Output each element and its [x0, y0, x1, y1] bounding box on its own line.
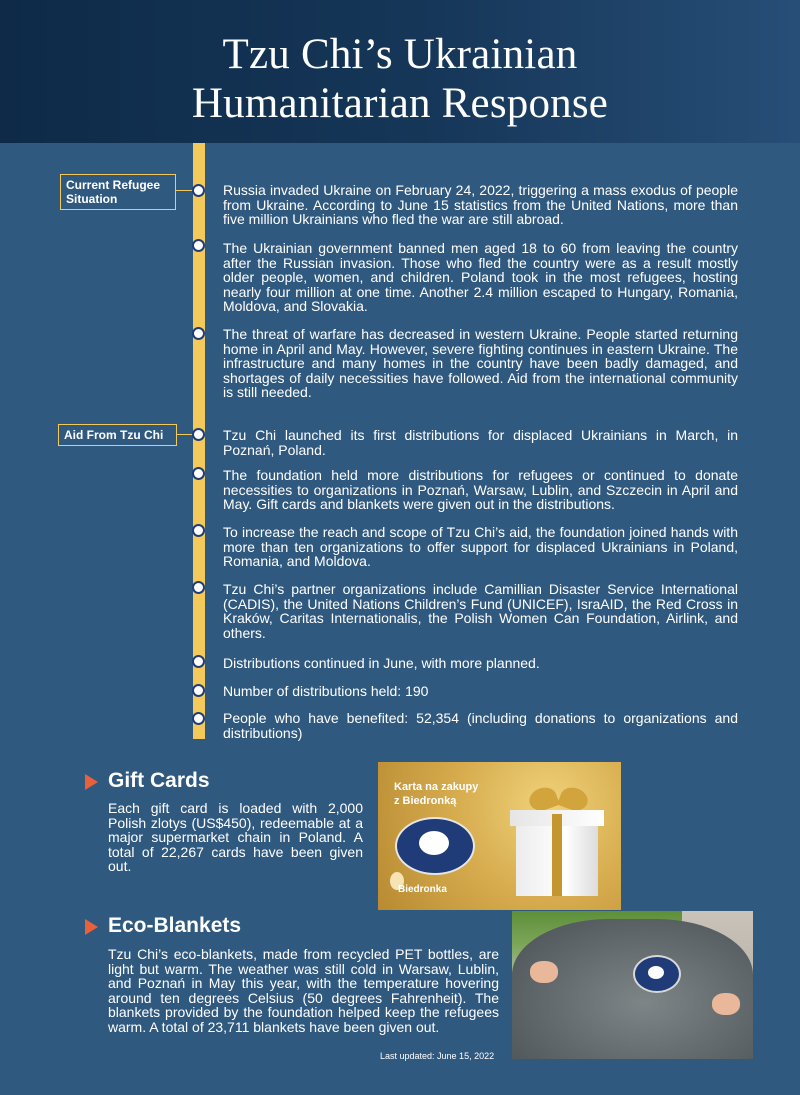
section-label-text: Aid From Tzu Chi	[64, 428, 164, 442]
gift-card-caption	[394, 780, 514, 808]
hand	[712, 993, 740, 1015]
timeline-bar	[193, 143, 205, 739]
timeline-item: Russia invaded Ukraine on February 24, 2022, triggering a mass exodus of people from Ukraine. According to June 15 statistics from the United Nations, more than five million Ukrainians who fled the war are still abroad.	[223, 182, 738, 228]
timeline-dot	[192, 655, 205, 668]
timeline-dot	[192, 524, 205, 537]
biedronka-logo: Biedronka	[398, 884, 447, 895]
timeline-dot	[192, 684, 205, 697]
timeline-item: Tzu Chi’s partner organizations include Camillian Disaster Service International (CADIS), the United Nations Children’s Fund (UNICEF), IsraAID, the Red Cross in Kraków, Caritas Internationalis, the Polish Women Can Foundation, Airlink, and others.	[223, 581, 738, 641]
gift-cards-title: Gift Cards	[108, 769, 210, 792]
timeline-item: Tzu Chi launched its first distributions for displaced Ukrainians in March, in Poznań, Poland.	[223, 427, 738, 458]
section-label-aid-from-tzu-chi	[58, 424, 177, 446]
hand	[530, 961, 558, 983]
timeline-dot	[192, 428, 205, 441]
section-label-line-2: Situation	[66, 192, 118, 206]
section-label-line-1: Current Refugee	[66, 178, 161, 192]
timeline-item: People who have benefited: 52,354 (including donations to organizations and distributions)	[223, 710, 738, 741]
chevron-right-icon	[85, 774, 98, 790]
gift-card-caption-line-2: z Biedronką	[394, 795, 457, 807]
timeline-dot	[192, 327, 205, 340]
timeline-dot	[192, 184, 205, 197]
header-banner	[0, 0, 800, 143]
last-updated: Last updated: June 15, 2022	[380, 1051, 495, 1061]
timeline-item: Number of distributions held: 190	[223, 683, 429, 699]
timeline-dot	[192, 581, 205, 594]
page-title-line-1: Tzu Chi’s Ukrainian	[222, 31, 578, 78]
tzu-chi-logo	[395, 817, 475, 875]
timeline-dot	[192, 712, 205, 725]
timeline-item: Distributions continued in June, with more planned.	[223, 655, 540, 671]
timeline-item: The Ukrainian government banned men aged 18 to 60 from leaving the country after the Russian invasion. Those who fled the country were as a result mostly older people, women, and children. Poland took in the most refugees, hosting nearly four million at one time. Another 2.4 million escaped to Hungary, Romania, Moldova, and Slovakia.	[223, 240, 738, 315]
gift-ribbon	[552, 814, 562, 896]
tzu-chi-patch	[633, 955, 681, 993]
chevron-right-icon	[85, 919, 98, 935]
eco-blanket-photo	[512, 911, 753, 1059]
gift-card-caption-line-1: Karta na zakupy	[394, 781, 479, 793]
section-label-current-refugee-situation	[60, 174, 176, 210]
timeline-dot	[192, 467, 205, 480]
eco-blankets-title: Eco-Blankets	[108, 914, 242, 937]
gift-card-image	[378, 762, 621, 910]
timeline-item: The foundation held more distributions for refugees or continued to donate necessities to organizations in Poznań, Warsaw, Lublin, and Szczecin in April and May. Gift cards and blankets were given out in the distributions.	[223, 467, 738, 513]
timeline-dot	[192, 239, 205, 252]
gift-cards-text: Each gift card is loaded with 2,000 Polish zlotys (US$450), redeemable at a major supermarket chain in Poland. A total of 22,267 cards have been given out.	[108, 800, 363, 875]
timeline-item: The threat of warfare has decreased in western Ukraine. People started returning home in April and May. However, severe fighting continues in eastern Ukraine. The infrastructure and many homes in the country have been badly damaged, and shortages of daily necessities have followed. Aid from the international community is still needed.	[223, 326, 738, 401]
timeline-item: To increase the reach and scope of Tzu Chi’s aid, the foundation joined hands with more than ten organizations to offer support for displaced Ukrainians in Poland, Romania, and Moldova.	[223, 524, 738, 570]
page-title-line-2: Humanitarian Response	[191, 80, 609, 127]
eco-blankets-text: Tzu Chi’s eco-blankets, made from recycled PET bottles, are light but warm. The weather was still cold in Warsaw, Lublin, and Poznań in May this year, with the temperature hovering around ten degrees Celsius (50 degrees Fahrenheit). The blankets provided by the foundation helped keep the refugees warm. A total of 23,711 blankets have been given out.	[108, 946, 499, 1035]
blanket	[512, 919, 753, 1059]
